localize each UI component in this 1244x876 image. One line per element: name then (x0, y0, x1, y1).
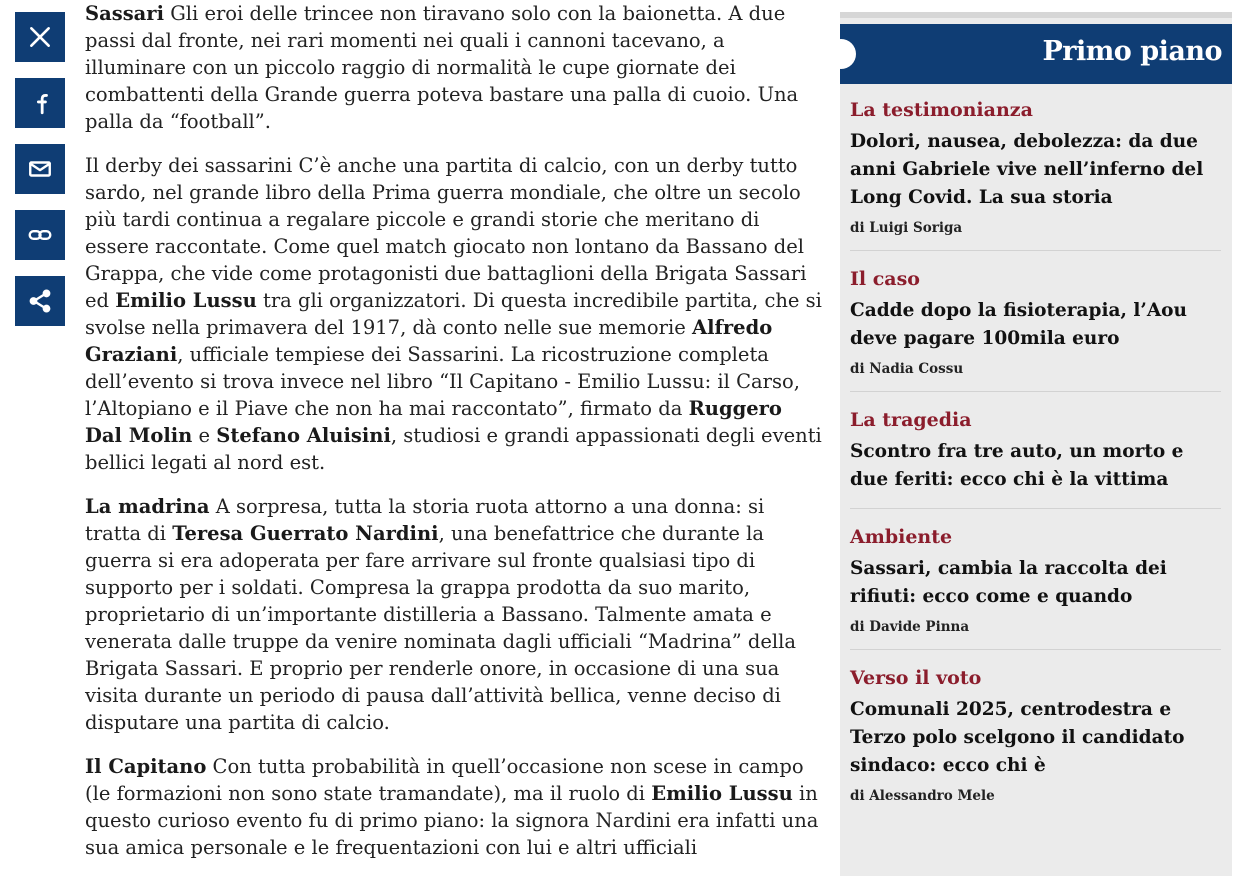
news-headline-link[interactable]: Sassari, cambia la raccolta dei rifiuti: ecco come e quando (850, 558, 1167, 607)
person-name: Emilio Lussu (651, 782, 793, 805)
paragraph-lead: Sassari (85, 2, 164, 25)
article-paragraph: La madrina A sorpresa, tutta la storia ruota attorno a una donna: si tratta di Teresa Guerrato Nardini, una benefattrice che durante la guerra si era adoperata per fare arrivare sul fronte qualsiasi tipo di supporto per i soldati. Compresa la grappa prodotta da suo marito, proprietario di un’importante distilleria a Bassano. Talmente amata e venerata dalle truppe da venire nominata dagli ufficiali “Madrina” della Brigata Sassari. E proprio per renderle onore, in occasione di una sua visita durante un periodo di pausa dall’attività bellica, venne deciso di disputare una partita di calcio. (85, 495, 797, 734)
person-name: Emilio Lussu (115, 289, 257, 312)
copy-link-button[interactable] (15, 210, 65, 260)
news-headline-link[interactable]: Comunali 2025, centrodestra e Terzo polo scelgono il candidato sindaco: ecco chi è (850, 699, 1185, 776)
sidebar-header (840, 24, 1232, 84)
paragraph-lead: Il Capitano (85, 755, 207, 778)
sidebar-news-item[interactable] (850, 666, 1221, 818)
article-body (85, 0, 825, 876)
sidebar-news-item[interactable] (850, 525, 1221, 650)
news-headline-link[interactable]: Scontro fra tre auto, un morto e due feriti: ecco chi è la vittima (850, 441, 1184, 490)
news-kicker: La testimonianza (850, 99, 1033, 121)
news-author: di Nadia Cossu (850, 361, 964, 377)
link-icon (27, 222, 53, 248)
share-facebook-button[interactable] (15, 78, 65, 128)
sidebar-news-item[interactable] (850, 98, 1221, 251)
article-paragraph: Sassari Gli eroi delle trincee non tiravano solo con la baionetta. A due passi dal fronte, nei rari momenti nei quali i cannoni tacevano, a illuminare con un piccolo raggio di normalità le cupe giornate dei combattenti della Grande guerra poteva bastare una palla di cuoio. Una palla da “football”. (85, 2, 799, 133)
news-headline-link[interactable]: Dolori, nausea, debolezza: da due anni Gabriele vive nell’inferno del Long Covid. La sua storia (850, 131, 1204, 208)
paragraph-lead: La madrina (85, 495, 210, 518)
news-kicker: La tragedia (850, 409, 972, 431)
share-bar (15, 12, 65, 342)
x-icon (27, 24, 53, 50)
mail-icon (27, 156, 53, 182)
share-mail-button[interactable] (15, 144, 65, 194)
share-x-button[interactable] (15, 12, 65, 62)
person-name: Ruggero Dal Molin (85, 397, 782, 447)
article-paragraph: Il derby dei sassarini C’è anche una partita di calcio, con un derby tutto sardo, nel grande libro della Prima guerra mondiale, che oltre un secolo più tardi continua a regalare piccole e grandi storie che meritano di essere raccontate. Come quel match giocato non lontano da Bassano del Grappa, che vide come protagonisti due battaglioni della Brigata Sassari ed Emilio Lussu tra gli organizzatori. Di questa incredibile partita, che si svolse nella primavera del 1917, dà conto nelle sue memorie Alfredo Graziani, ufficiale tempiese dei Sassarini. La ricostruzione completa dell’evento si trova invece nel libro “Il Capitano - Emilio Lussu: il Carso, l’Altopiano e il Piave che non ha mai raccontato”, firmato da Ruggero Dal Molin e Stefano Aluisini, studiosi e grandi appassionati degli eventi bellici legati al nord est. (85, 154, 822, 474)
primo-piano-sidebar (840, 12, 1232, 876)
header-dot-decoration (826, 39, 856, 69)
sidebar-news-item[interactable] (850, 408, 1221, 509)
news-kicker: Il caso (850, 268, 920, 290)
sidebar-news-item[interactable] (850, 267, 1221, 392)
share-icon (27, 288, 53, 314)
news-author: di Luigi Soriga (850, 220, 963, 236)
facebook-icon (27, 90, 53, 116)
article-paragraph: Il Capitano Con tutta probabilità in quell’occasione non scese in campo (le formazioni non sono state tramandate), ma il ruolo di Emilio Lussu in questo curioso evento fu di primo piano: la signora Nardini era infatti una sua amica personale e le frequentazioni con lui e altri ufficiali (85, 755, 819, 859)
news-kicker: Ambiente (850, 526, 953, 548)
news-headline-link[interactable]: Cadde dopo la fisioterapia, l’Aou deve pagare 100mila euro (850, 300, 1187, 349)
sidebar-list (850, 98, 1221, 834)
share-native-button[interactable] (15, 276, 65, 326)
news-author: di Alessandro Mele (850, 788, 995, 804)
person-name: Alfredo Graziani (85, 316, 773, 366)
sidebar-title: Primo piano (1042, 36, 1222, 67)
news-kicker: Verso il voto (850, 667, 982, 689)
news-author: di Davide Pinna (850, 619, 970, 635)
person-name: Teresa Guerrato Nardini (172, 522, 439, 545)
person-name: Stefano Aluisini (216, 424, 391, 447)
